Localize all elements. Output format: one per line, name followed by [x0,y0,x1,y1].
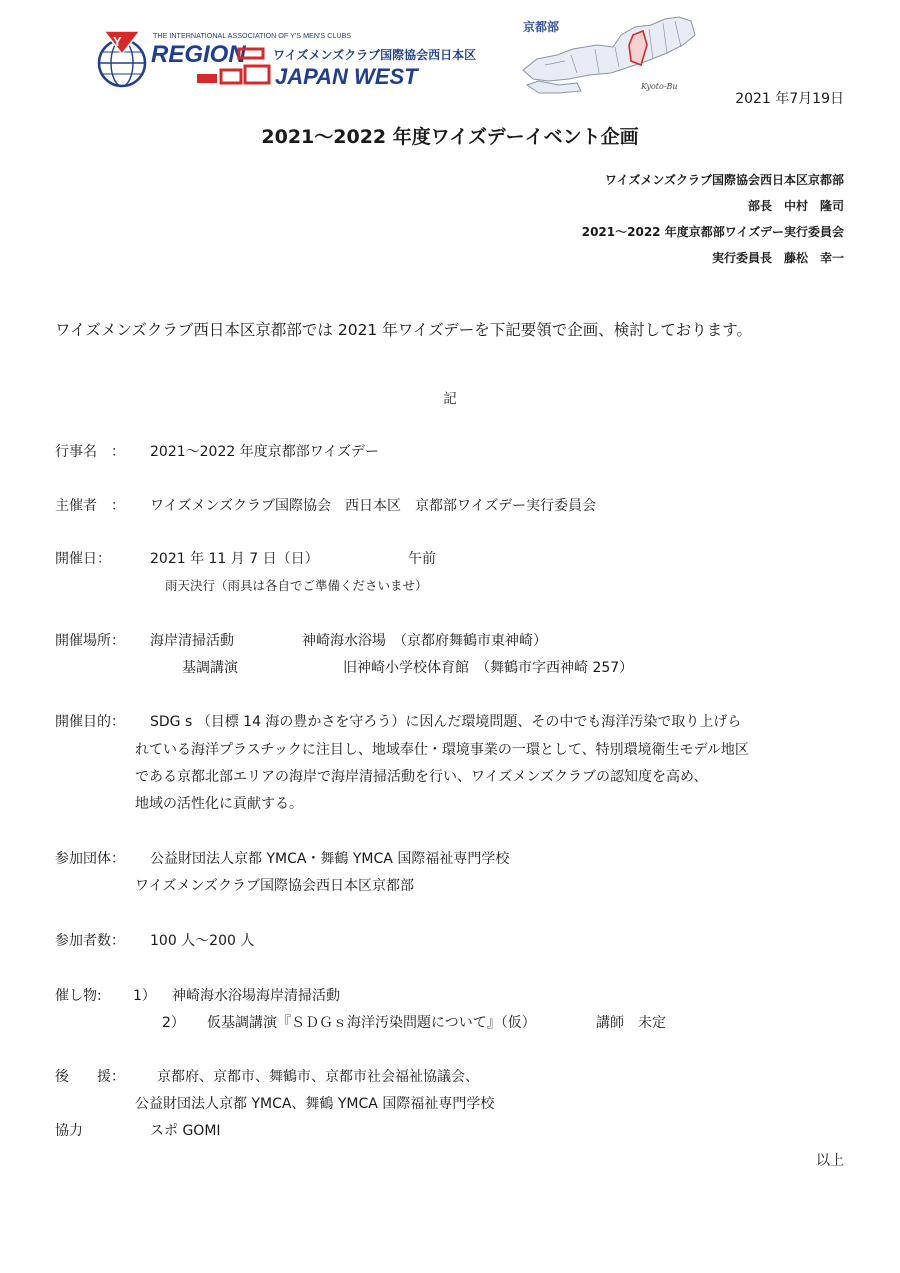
program-item2-speaker: 講師 未定 [596,1015,666,1031]
groups-label: 参加団体： [55,851,125,867]
kyoto-map-illustration [515,15,700,95]
logo-top-text: THE INTERNATIONAL ASSOCIATION OF Y'S MEN'S CLUBS [153,31,352,40]
organizer-line: 実行委員長 藤松 幸一 [711,251,844,265]
purpose-line: SDG s （目標 14 海の豊かさを守ろう）に因んだ環境問題、その中でも海洋汚染で取り上げら [150,714,742,730]
event-name-value: 2021～2022 年度京都部ワイズデー [150,444,379,460]
end-mark: 以上 [816,1153,844,1169]
region-japan-west-logo [97,28,477,90]
venue-item2-place: 旧神崎小学校体育館 （舞鶴市字西神崎 257） [343,660,634,676]
cooperation-value: スポ GOMI [150,1123,221,1139]
support-line: 公益財団法人京都 YMCA、舞鶴 YMCA 国際福祉専門学校 [135,1096,495,1112]
groups-line: ワイズメンズクラブ国際協会西日本区京都部 [135,878,415,894]
purpose-label: 開催目的： [55,714,125,730]
program-item1-num: 1） [133,988,156,1004]
support-label: 後 援： [55,1069,125,1085]
intro-text: ワイズメンズクラブ西日本区京都部では 2021 年ワイズデーを下記要領で企画、検討しております。 [55,321,753,339]
program-label: 催し物: [55,988,102,1004]
groups-line: 公益財団法人京都 YMCA・舞鶴 YMCA 国際福祉専門学校 [150,851,510,867]
logo-region-text: REGION [151,41,246,68]
purpose-line: である京都北部エリアの海岸で海岸清掃活動を行い、ワイズメンズクラブの認知度を高め、 [135,769,708,785]
date-note: 雨天決行（雨具は各自でご準備くださいませ） [165,578,428,593]
purpose-line: れている海洋プラスチックに注目し、地域奉仕・環境事業の一環として、特別環境衛生モデル地区 [135,742,749,758]
logo-japan-west-text: JAPAN WEST [275,64,418,89]
document-title: 2021～2022 年度ワイズデーイベント企画 [261,126,639,148]
support-line: 京都府、京都市、舞鶴市、京都市社会福祉協議会、 [157,1069,479,1085]
organizer-line: 部長 中村 隆司 [747,199,844,213]
program-item1: 神崎海水浴場海岸清掃活動 [172,988,340,1004]
participants-value: 100 人～200 人 [150,933,255,949]
purpose-line: 地域の活性化に貢献する。 [135,796,303,812]
document-date: 2021 年7月19日 [735,91,844,107]
program-item2: 仮基調講演『ＳＤＧｓ海洋汚染問題について』（仮） [207,1015,536,1031]
date-label: 開催日： [55,551,111,567]
participants-label: 参加者数： [55,933,125,949]
venue-item1-place: 神崎海水浴場 （京都府舞鶴市東神崎） [302,633,547,649]
ki-heading: 記 [443,391,457,407]
program-item2-num: 2） [162,1015,185,1031]
host-value: ワイズメンズクラブ国際協会 西日本区 京都部ワイズデー実行委員会 [150,498,597,514]
logo-japanese-text: ワイズメンズクラブ国際協会西日本区 [273,48,477,62]
host-label: 主催者 ： [55,498,125,514]
svg-text:Y: Y [113,34,122,49]
date-value: 2021 年 11 月 7 日（日） [150,551,319,567]
event-name-label: 行事名 ： [55,444,125,460]
cooperation-label: 協力 [55,1123,83,1139]
map-caption: Kyoto-Bu [641,82,678,91]
organizer-line: 2021～2022 年度京都部ワイズデー実行委員会 [581,225,844,239]
organizer-line: ワイズメンズクラブ国際協会西日本区京都部 [604,173,844,187]
map-label: 京都部 [523,20,560,34]
date-time: 午前 [408,551,436,567]
venue-label: 開催場所： [55,633,125,649]
venue-item2-name: 基調講演 [182,660,238,676]
venue-item1-name: 海岸清掃活動 [150,633,234,649]
